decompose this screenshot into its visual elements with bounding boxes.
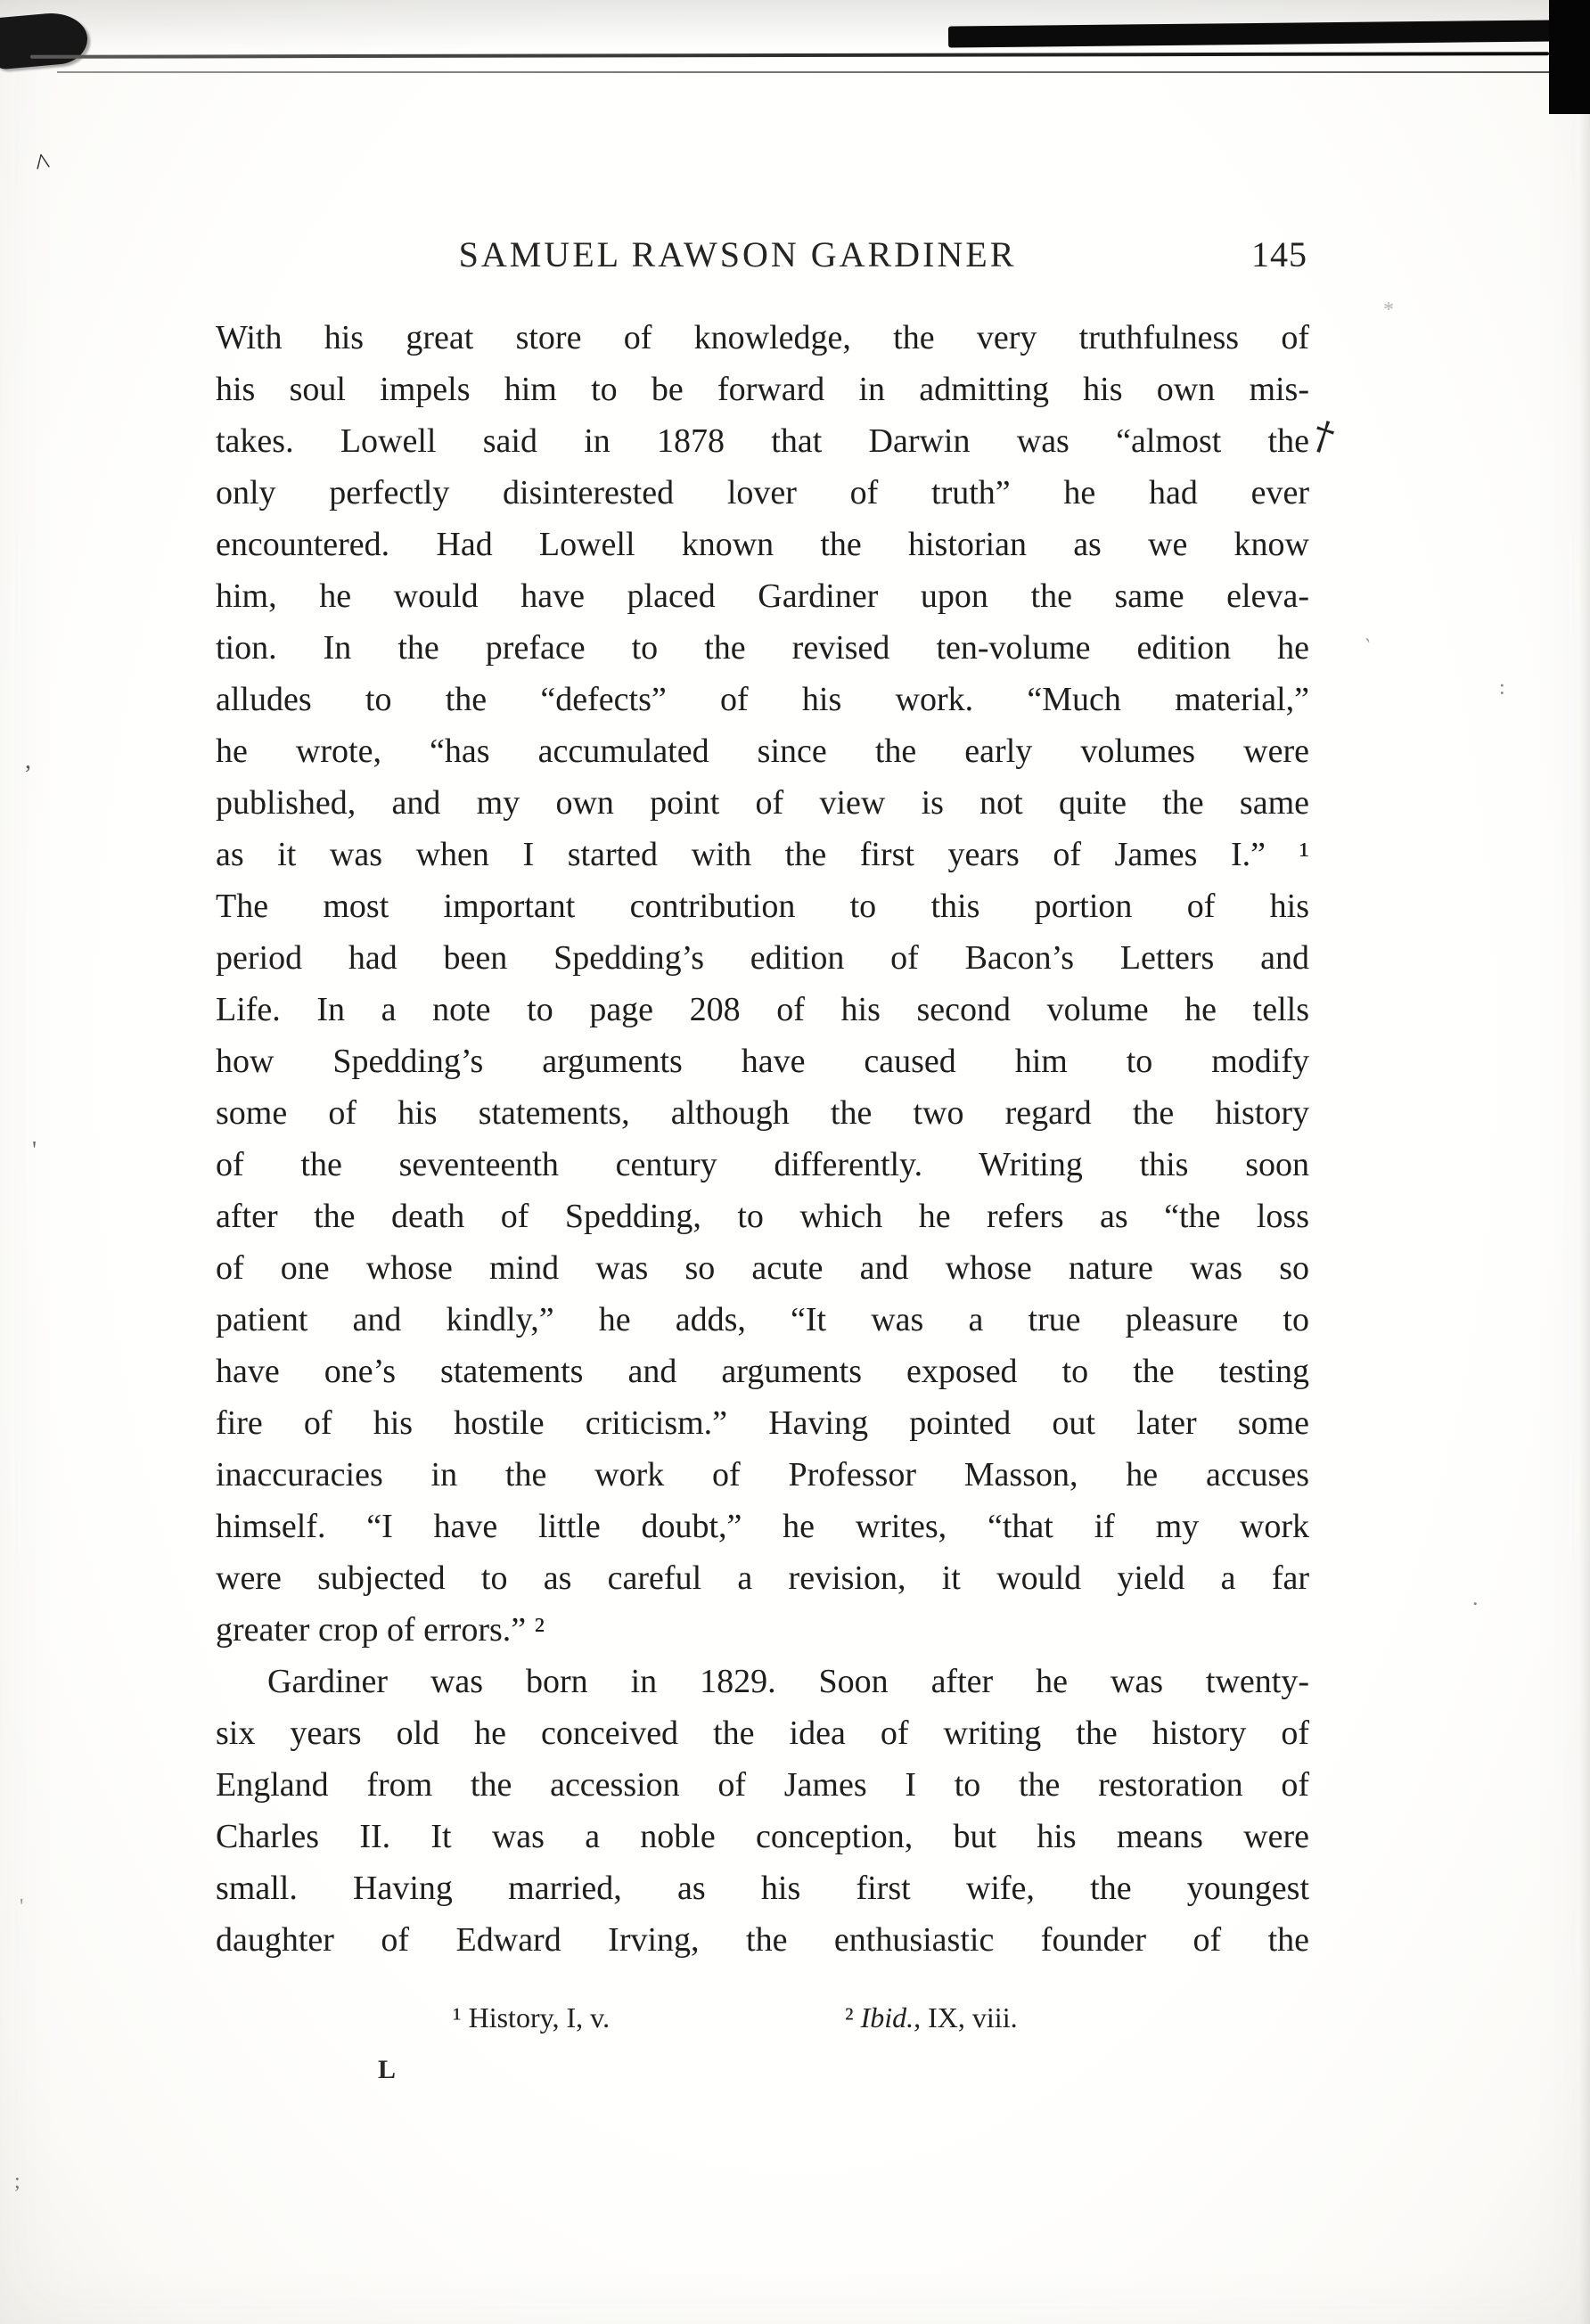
text-line: Charles II. It was a noble conception, but his means were xyxy=(216,1818,1309,1855)
footnotes xyxy=(216,2001,1309,2041)
text-line: of one whose mind was so acute and whose nature was so xyxy=(216,1249,1309,1287)
text-line: Life. In a note to page 208 of his second volume he tells xyxy=(216,991,1309,1028)
text-line: daughter of Edward Irving, the enthusiastic founder of the xyxy=(216,1921,1309,1959)
text-line: With his great store of knowledge, the very truthfulness of xyxy=(216,319,1309,356)
text-line: England from the accession of James I to the restoration of xyxy=(216,1766,1309,1804)
body-text xyxy=(216,312,1309,1966)
text-line: period had been Spedding’s edition of Bacon’s Letters and xyxy=(216,939,1309,977)
text-line: only perfectly disinterested lover of truth” he had ever xyxy=(216,474,1309,511)
scan-corner-block xyxy=(1549,0,1590,114)
text-line: small. Having married, as his first wife, the youngest xyxy=(216,1870,1309,1907)
scan-rule-line-bottom xyxy=(57,71,1590,73)
scan-speck: : xyxy=(1499,676,1505,700)
text-line: have one’s statements and arguments exposed to the testing xyxy=(216,1353,1309,1390)
text-line: after the death of Spedding, to which he refers as “the loss xyxy=(216,1198,1309,1235)
text-line-paragraph-start: Gardiner was born in 1829. Soon after he was twenty- xyxy=(267,1663,1309,1700)
scan-edge-shade xyxy=(1579,114,1590,2324)
text-line: published, and my own point of view is not quite the same xyxy=(216,784,1309,822)
text-line: him, he would have placed Gardiner upon the same eleva- xyxy=(216,577,1309,615)
scan-speck: ^ xyxy=(32,146,53,183)
text-line: some of his statements, although the two regard the history xyxy=(216,1094,1309,1132)
scan-speck: , xyxy=(25,747,31,774)
text-line-paragraph-end: greater crop of errors.” ² xyxy=(216,1611,545,1649)
text-line: how Spedding’s arguments have caused him to modify xyxy=(216,1043,1309,1080)
text-line: were subjected to as careful a revision, it would yield a far xyxy=(216,1559,1309,1597)
signature-mark: L xyxy=(378,2055,397,2084)
text-line: of the seventeenth century differently. Writing this soon xyxy=(216,1146,1309,1183)
footnote-2-ibid: Ibid., xyxy=(860,2001,922,2034)
footnote-1: ¹ History, I, v. xyxy=(453,2001,611,2034)
scan-speck: * xyxy=(1383,299,1394,322)
text-line: inaccuracies in the work of Professor Masson, he accuses xyxy=(216,1456,1309,1493)
text-line: himself. “I have little doubt,” he writes, “that if my work xyxy=(216,1508,1309,1545)
text-line: encountered. Had Lowell known the historian as we know xyxy=(216,526,1309,563)
text-line: fire of his hostile criticism.” Having pointed out later some xyxy=(216,1404,1309,1442)
scan-speck: ` xyxy=(1357,634,1373,659)
text-line: as it was when I started with the first years of James I.” ¹ xyxy=(216,836,1309,873)
text-line: takes. Lowell said in 1878 that Darwin was “almost the xyxy=(216,422,1309,460)
scan-speck: ' xyxy=(32,1137,37,1165)
scan-speck: ; xyxy=(14,2170,20,2193)
text-line: six years old he conceived the idea of writing the history of xyxy=(216,1714,1309,1752)
text-line: alludes to the “defects” of his work. “Much material,” xyxy=(216,681,1309,718)
running-header-title: SAMUEL RAWSON GARDINER xyxy=(458,234,1017,274)
footnote-2-ref: IX, viii. xyxy=(921,2001,1018,2034)
text-line: tion. In the preface to the revised ten-volume edition he xyxy=(216,629,1309,667)
text-line: The most important contribution to this portion of his xyxy=(216,888,1309,925)
scan-rule-line-top xyxy=(30,52,1549,59)
page-number: 145 xyxy=(1251,234,1307,274)
scan-speck: . xyxy=(1472,1584,1479,1610)
text-line: his soul impels him to be forward in admitting his own mis- xyxy=(216,371,1309,408)
scan-speck: ' xyxy=(20,1895,24,1919)
text-line: he wrote, “has accumulated since the early volumes were xyxy=(216,732,1309,770)
footnote-2-number: ² xyxy=(845,2001,861,2034)
running-header xyxy=(216,233,1309,278)
footnote-2 xyxy=(845,2001,1018,2034)
text-line: patient and kindly,” he adds, “It was a true pleasure to xyxy=(216,1301,1309,1338)
handwritten-mark: † xyxy=(1307,411,1340,462)
